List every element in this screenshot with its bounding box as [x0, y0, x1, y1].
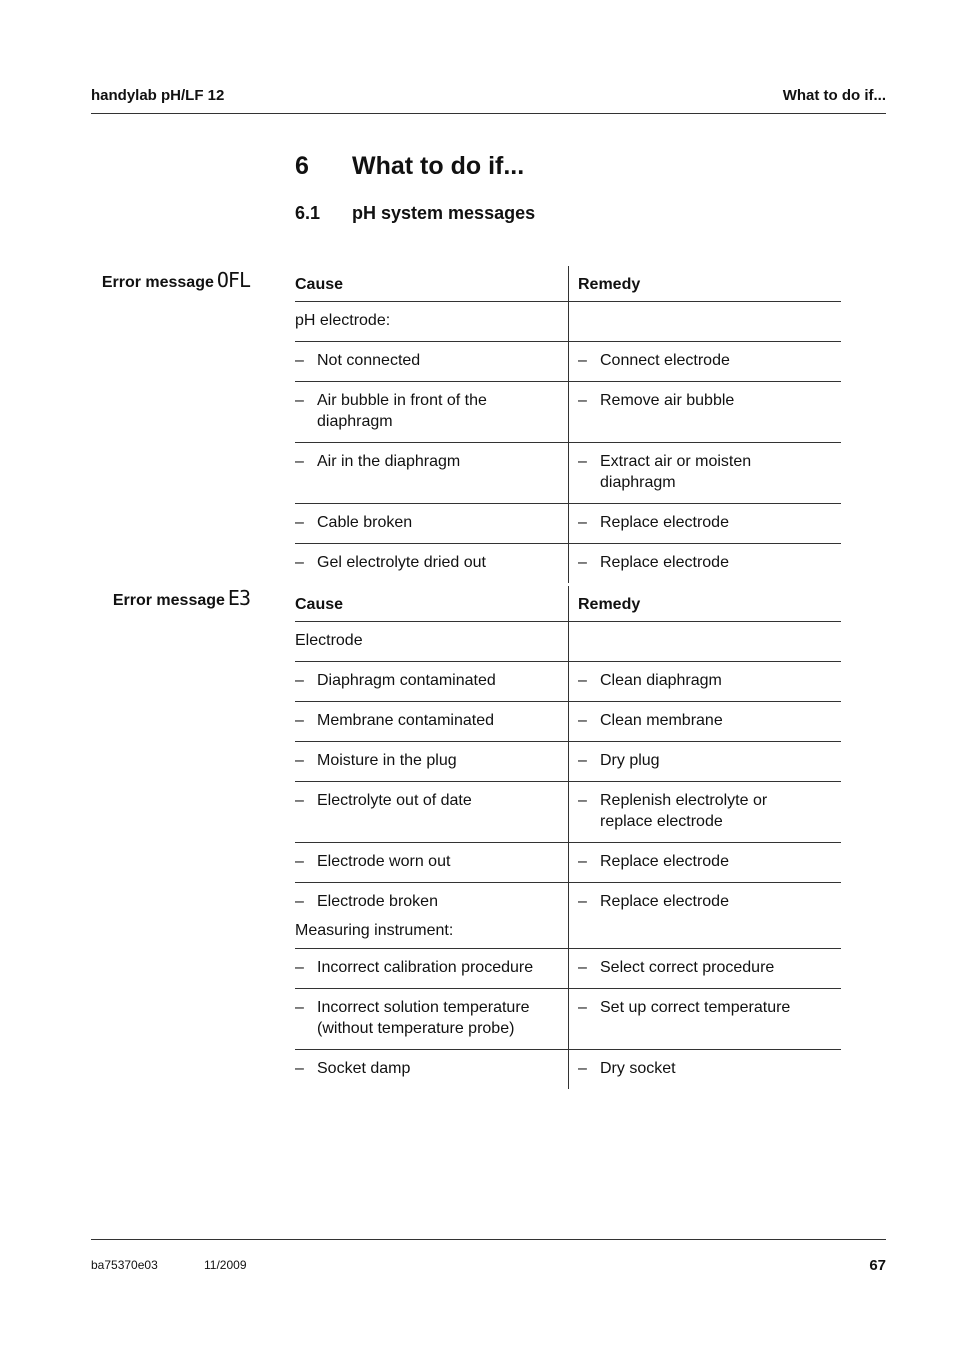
- remedy-cell: Dry socket: [600, 1060, 676, 1077]
- chapter-title: What to do if...: [352, 152, 525, 180]
- table-header-row: [295, 266, 841, 302]
- remedy-cell: Replace electrode: [600, 853, 729, 870]
- table-header-row: [295, 586, 841, 622]
- cause-cell: Incorrect solution temperature (without temperature probe): [317, 999, 530, 1037]
- chapter-number: 6: [295, 152, 309, 180]
- running-header-chapter: What to do if...: [782, 87, 886, 104]
- table-row: – Diaphragm contaminated – Clean diaphragm: [295, 662, 841, 702]
- remedy-cell: Replace electrode: [600, 514, 729, 531]
- section-heading: [295, 203, 535, 224]
- table-row: – Electrolyte out of date – Replenish electrolyte or replace electrode: [295, 782, 841, 843]
- error-ofl-table: [295, 266, 841, 583]
- page-number: 67: [869, 1257, 886, 1274]
- error-code-display: E3: [227, 586, 250, 610]
- error-code-display: OFL: [216, 268, 250, 292]
- remedy-cell: Dry plug: [600, 752, 660, 769]
- remedy-cell: Clean diaphragm: [600, 672, 722, 689]
- running-header-title: handylab pH/LF 12: [91, 87, 225, 104]
- table-row: [295, 914, 841, 949]
- cause-cell: Diaphragm contaminated: [317, 672, 496, 689]
- section-number: 6.1: [295, 203, 321, 223]
- cause-cell: Electrode broken: [317, 893, 438, 910]
- remedy-header: Remedy: [578, 275, 641, 293]
- cause-cell: Cable broken: [317, 514, 413, 531]
- cause-cell: Air in the diaphragm: [317, 453, 461, 470]
- footer-rule: [91, 1239, 886, 1240]
- cause-cell: Electrolyte out of date: [317, 792, 472, 809]
- group-label: Measuring instrument:: [295, 914, 569, 949]
- remedy-cell: Replace electrode: [600, 893, 729, 910]
- cause-cell: Incorrect calibration procedure: [317, 959, 534, 976]
- table-row: – Not connected – Connect electrode: [295, 342, 841, 382]
- cause-cell: Membrane contaminated: [317, 712, 494, 729]
- footer-document-id: ba75370e03: [91, 1258, 158, 1272]
- remedy-cell: Set up correct temperature: [600, 999, 791, 1016]
- cause-header: Cause: [295, 586, 569, 622]
- table-row: – Air in the diaphragm – Extract air or moisten diaphragm: [295, 443, 841, 504]
- table-row: – Membrane contaminated – Clean membrane: [295, 702, 841, 742]
- cause-cell: Air bubble in front of the diaphragm: [317, 392, 487, 430]
- error-e3-table: [295, 586, 841, 922]
- remedy-cell: Clean membrane: [600, 712, 723, 729]
- cause-cell: Electrode worn out: [317, 853, 451, 870]
- chapter-heading: [295, 152, 524, 181]
- cause-cell: Gel electrolyte dried out: [317, 554, 486, 571]
- table-row: – Incorrect calibration procedure – Select correct procedure: [295, 949, 841, 989]
- remedy-cell: Connect electrode: [600, 352, 730, 369]
- table-row: [295, 622, 841, 662]
- error-e3-instrument-table: [295, 914, 841, 1089]
- error-message-ofl-label: [102, 268, 250, 292]
- table-row: – Air bubble in front of the diaphragm – Remove air bubble: [295, 382, 841, 443]
- table-row: – Gel electrolyte dried out – Replace electrode: [295, 544, 841, 584]
- cause-header: Cause: [295, 266, 569, 302]
- group-label: Electrode: [295, 622, 569, 662]
- remedy-cell: Extract air or moisten diaphragm: [600, 453, 752, 491]
- cause-cell: Socket damp: [317, 1060, 411, 1077]
- remedy-cell: Remove air bubble: [600, 392, 735, 409]
- group-label: pH electrode:: [295, 302, 569, 342]
- table-row: – Socket damp – Dry socket: [295, 1050, 841, 1090]
- remedy-header: Remedy: [578, 595, 641, 613]
- error-message-e3-label: [113, 586, 250, 610]
- table-row: – Electrode broken – Replace electrode: [295, 883, 841, 923]
- table-row: – Incorrect solution temperature (without temperature probe) – Set up correct temperature: [295, 989, 841, 1050]
- footer-date: 11/2009: [204, 1258, 247, 1272]
- error-label-text: Error message: [112, 592, 225, 609]
- table-row: – Moisture in the plug – Dry plug: [295, 742, 841, 782]
- cause-cell: Not connected: [317, 352, 421, 369]
- table-row: – Electrode worn out – Replace electrode: [295, 843, 841, 883]
- error-label-text: Error message: [101, 274, 214, 291]
- remedy-cell: Replace electrode: [600, 554, 729, 571]
- remedy-cell: Replenish electrolyte or replace electrode: [600, 792, 768, 830]
- cause-cell: Moisture in the plug: [317, 752, 457, 769]
- header-rule: [91, 113, 886, 114]
- section-title: pH system messages: [352, 203, 536, 223]
- table-row: [295, 302, 841, 342]
- remedy-cell: Select correct procedure: [600, 959, 775, 976]
- table-row: – Cable broken – Replace electrode: [295, 504, 841, 544]
